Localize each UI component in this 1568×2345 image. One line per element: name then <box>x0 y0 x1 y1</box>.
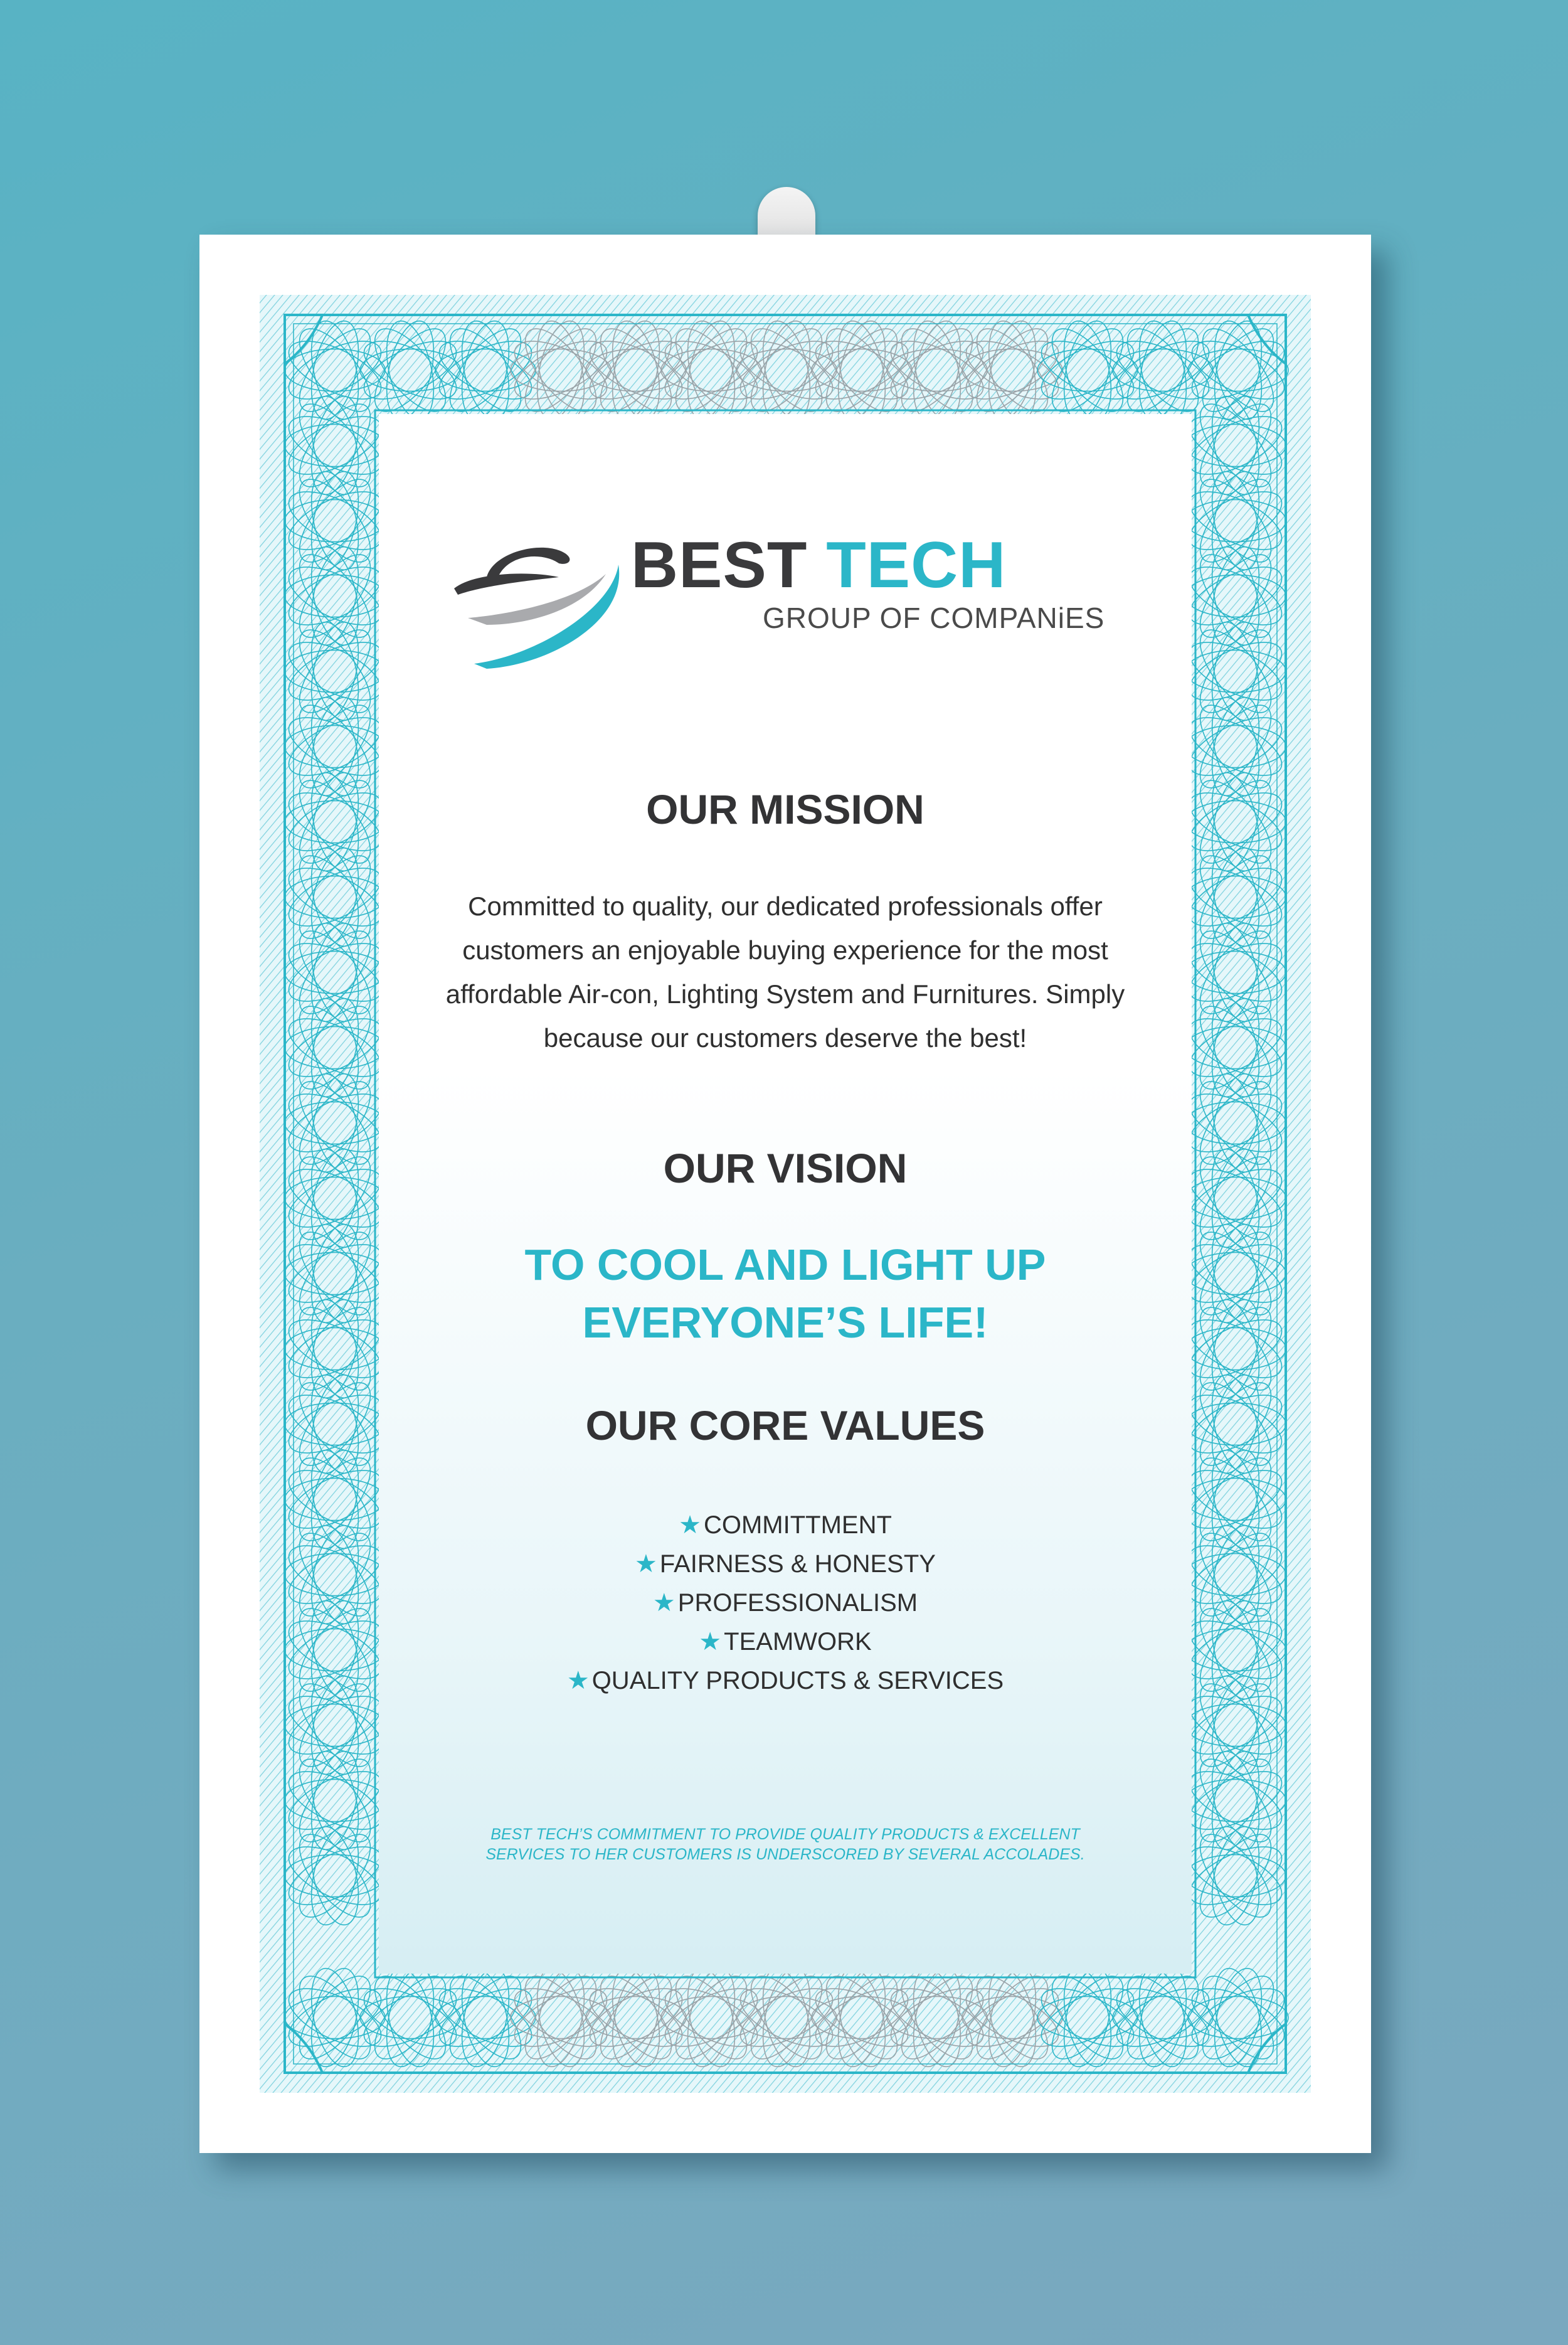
vision-line-2: EVERYONE’S LIFE! <box>582 1298 988 1347</box>
mission-text: Committed to quality, our dedicated professionals offer customers an enjoyable buying experience for the most affordable Air-con, Lighting System and Furnitures. Simply because our customers deserve the best! <box>445 891 1125 1053</box>
star-icon: ★ <box>566 1667 590 1694</box>
company-tagline: GROUP OF COMPANiES <box>763 602 1105 634</box>
vision-statement <box>241 1236 1330 1351</box>
company-name-part2: TECH <box>826 529 1007 602</box>
star-icon: ★ <box>699 1628 722 1656</box>
core-value-label: FAIRNESS & HONESTY <box>659 1550 936 1578</box>
list-item <box>241 1661 1330 1700</box>
company-name <box>631 528 1006 603</box>
accolades-line-1: BEST TECH’S COMMITMENT TO PROVIDE QUALITY PRODUCTS & EXCELLENT <box>490 1826 1080 1843</box>
core-values-heading: OUR CORE VALUES <box>585 1402 985 1449</box>
accolades-note <box>429 1824 1142 1864</box>
star-icon: ★ <box>679 1511 701 1539</box>
core-value-label: COMMITTMENT <box>703 1511 892 1539</box>
company-name-part1: BEST <box>631 529 808 602</box>
mission-heading: OUR MISSION <box>646 786 924 832</box>
vision-line-1: TO COOL AND LIGHT UP <box>524 1240 1046 1289</box>
list-item <box>241 1545 1330 1583</box>
list-item <box>241 1506 1330 1545</box>
star-icon: ★ <box>652 1589 675 1617</box>
logo <box>449 514 1105 678</box>
list-item <box>241 1583 1330 1622</box>
star-icon: ★ <box>635 1550 657 1578</box>
core-value-label: TEAMWORK <box>724 1628 872 1656</box>
certificate <box>241 276 1330 2112</box>
core-values-list <box>241 1506 1330 1700</box>
core-value-label: QUALITY PRODUCTS & SERVICES <box>591 1667 1004 1694</box>
accolades-line-2: SERVICES TO HER CUSTOMERS IS UNDERSCORED BY SEVERAL ACCOLADES. <box>485 1846 1085 1863</box>
core-value-label: PROFESSIONALISM <box>677 1589 918 1617</box>
swoosh-logo-icon <box>449 514 637 678</box>
vision-heading: OUR VISION <box>663 1145 908 1191</box>
list-item <box>241 1622 1330 1661</box>
